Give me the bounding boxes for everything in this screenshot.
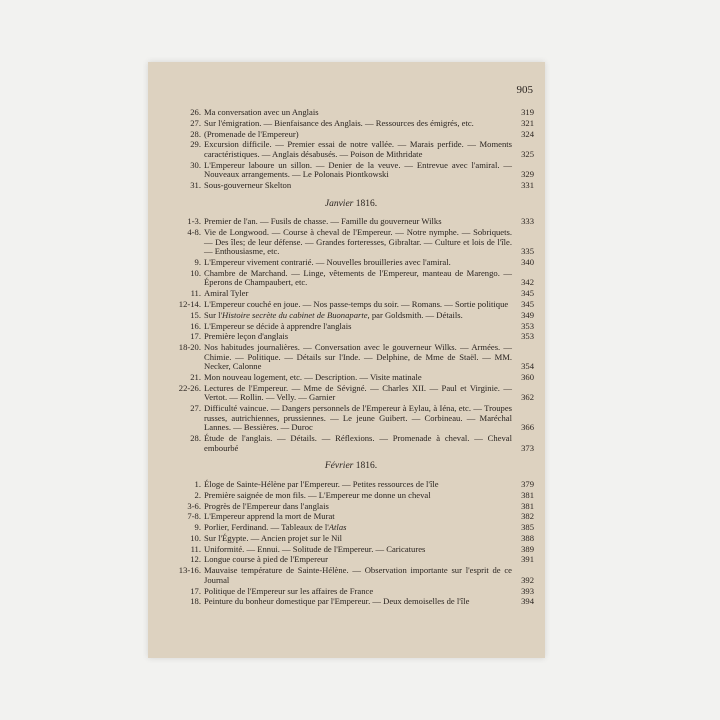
entry-date: 10. [190, 267, 201, 278]
entry-date: 21. [190, 372, 201, 383]
entry-text: Sous-gouverneur Skelton [204, 180, 292, 191]
entry-page: 366 [521, 422, 534, 433]
toc-entry [168, 119, 534, 129]
entry-page: 331 [521, 180, 534, 191]
entry-date: 18. [190, 596, 201, 607]
entry-text-italic: Atlas [328, 522, 347, 533]
toc-entry [168, 332, 534, 342]
entry-text: Difficulté vaincue. — Dangers personnels de l'Empereur à Eylau, à Iéna, etc. — Troupes russes, autrichiennes, prussiennes. — Le jeune Guibert. — Corbineau. — Maréchal Lannes. — Bessières. — Duroc [204, 403, 512, 433]
entry-page: 329 [521, 169, 534, 180]
toc-entry [168, 523, 534, 533]
toc-entry [168, 404, 534, 433]
toc-entry [168, 491, 534, 501]
entry-date: 26. [190, 107, 201, 117]
section-month: Février [324, 461, 354, 472]
entry-page: 345 [521, 298, 534, 309]
entry-page: 385 [521, 522, 534, 533]
entry-text: (Promenade de l'Empereur) [204, 128, 299, 139]
toc-entry [168, 597, 534, 607]
toc-entry [168, 311, 534, 321]
entry-text: Vie de Longwood. — Course à cheval de l'Empereur. — Notre nymphe. — Sobriquets. — Des îles; de leur défense. — Grandes forteresses, Gibraltar. — Culture et lois de l'île. — Enthousiasme, etc. [204, 227, 512, 257]
entry-text: Peinture du bonheur domestique par l'Empereur. — Deux demoiselles de l'île [204, 596, 470, 607]
entry-page: 389 [521, 543, 534, 554]
section-heading [168, 200, 534, 210]
entry-text: Excursion difficile. — Premier essai de notre vallée. — Marais perfide. — Moments caractéristiques. — Anglais désabusés. — Poison de Mithridate [204, 139, 512, 159]
toc-entry [168, 555, 534, 565]
entry-date: 27. [190, 403, 201, 414]
entry-page: 321 [521, 117, 534, 128]
toc-entry [168, 587, 534, 597]
entry-text: Sur l'Égypte. — Ancien projet sur le Nil [204, 532, 343, 543]
entry-text: L'Empereur vivement contrarié. — Nouvelles brouilleries avec l'amiral. [204, 257, 451, 268]
entry-date: 30. [190, 159, 201, 170]
toc-entry [168, 181, 534, 191]
entry-page: 393 [521, 585, 534, 596]
entry-text-post: , par Goldsmith. — Détails. [367, 309, 463, 320]
toc-entry [168, 140, 534, 159]
toc-entry [168, 545, 534, 555]
entry-page: 394 [521, 596, 534, 607]
entry-text-italic: Histoire secrète du cabinet de Buonaparte [222, 309, 368, 320]
entry-page: 391 [521, 554, 534, 565]
entry-date: 10. [190, 532, 201, 543]
entry-page: 345 [521, 288, 534, 299]
entry-page: 379 [521, 478, 534, 489]
entry-text: L'Empereur couché en joue. — Nos passe-temps du soir. — Romans. — Sortie politique [204, 298, 509, 309]
entry-date: 1-3. [187, 216, 201, 227]
toc-entry [168, 322, 534, 332]
entry-date: 3-6. [187, 500, 201, 511]
entry-page: 353 [521, 320, 534, 331]
entry-text: Premier de l'an. — Fusils de chasse. — Famille du gouverneur Wilks [204, 216, 442, 227]
entry-date: 1. [194, 478, 201, 489]
entry-date: 16. [190, 320, 201, 331]
toc-entry [168, 228, 534, 257]
entry-page: 373 [521, 442, 534, 453]
page-number: 905 [516, 84, 533, 96]
section-heading [168, 462, 534, 472]
entry-date: 9. [194, 522, 201, 533]
section-year: 1816. [355, 198, 378, 209]
toc-entry [168, 269, 534, 288]
toc-entry [168, 384, 534, 403]
entry-page: 362 [521, 392, 534, 403]
entry-date: 17. [190, 585, 201, 596]
toc-entry [168, 480, 534, 490]
toc-entry [168, 373, 534, 383]
entry-text: Progrès de l'Empereur dans l'anglais [204, 500, 329, 511]
entry-date: 12-14. [178, 298, 201, 309]
entry-text-pre: Sur l' [204, 309, 223, 320]
entry-text: L'Empereur se décide à apprendre l'anglais [204, 320, 352, 331]
toc-entry [168, 434, 534, 453]
entry-date: 12. [190, 554, 201, 565]
entry-page: 319 [521, 107, 534, 117]
toc-entry [168, 217, 534, 227]
entry-date: 27. [190, 117, 201, 128]
entry-text: Lectures de l'Empereur. — Mme de Sévigné. — Charles XII. — Paul et Virginie. — Vertot. — Rollin. — Velly. — Garnier [204, 382, 512, 403]
entry-text: Éloge de Sainte-Hélène par l'Empereur. — Petites ressources de l'île [204, 478, 439, 489]
entry-page: 388 [521, 532, 534, 543]
entry-text: Mon nouveau logement, etc. — Description. — Visite matinale [204, 372, 422, 383]
table-of-contents [168, 108, 534, 608]
entry-text: Politique de l'Empereur sur les affaires de France [204, 585, 374, 596]
entry-text: Première leçon d'anglais [204, 331, 289, 342]
entry-page: 381 [521, 489, 534, 500]
entry-date: 17. [190, 331, 201, 342]
entry-date: 11. [190, 288, 201, 299]
entry-text: Uniformité. — Ennui. — Solitude de l'Empereur. — Caricatures [204, 543, 426, 554]
entry-page: 392 [521, 574, 534, 585]
entry-text: Étude de l'anglais. — Détails. — Réflexions. — Promenade à cheval. — Cheval embourbé [204, 433, 512, 453]
entry-date: 9. [194, 257, 201, 268]
entry-page: 382 [521, 511, 534, 522]
toc-entry [168, 566, 534, 585]
entry-date: 28. [190, 433, 201, 444]
entry-text: Nos habitudes journalières. — Conversation avec le gouverneur Wilks. — Armées. — Chimie. — Politique. — Détails sur l'Inde. — Delphine, de Mme de Staël. — MM. Necker, Calonne [204, 342, 512, 372]
entry-page: 342 [521, 277, 534, 288]
entry-text: Ma conversation avec un Anglais [204, 107, 319, 117]
entry-page: 360 [521, 372, 534, 383]
entry-page: 340 [521, 257, 534, 268]
entry-page: 324 [521, 128, 534, 139]
entry-date: 28. [190, 128, 201, 139]
entry-text: Mauvaise température de Sainte-Hélène. — Observation importante sur l'esprit de ce Journal [204, 565, 512, 585]
entry-date: 13-16. [178, 565, 201, 576]
entry-page: 354 [521, 361, 534, 372]
section-year: 1816. [355, 461, 378, 472]
entry-text: Amiral Tyler [204, 288, 249, 299]
entry-page: 381 [521, 500, 534, 511]
toc-entry [168, 289, 534, 299]
entry-page: 353 [521, 331, 534, 342]
entry-text [204, 523, 512, 533]
entry-text: Première saignée de mon fils. — L'Empereur me donne un cheval [204, 489, 431, 500]
toc-entry [168, 300, 534, 310]
entry-page: 333 [521, 216, 534, 227]
entry-date: 2. [194, 489, 201, 500]
entry-text-pre: Porlier, Ferdinand. — Tableaux de l' [204, 522, 329, 533]
entry-date: 22-26. [178, 382, 201, 393]
entry-text: Chambre de Marchand. — Linge, vêtements de l'Empereur, manteau de Marengo. — Éperons de Champaubert, etc. [204, 267, 512, 288]
toc-entry [168, 502, 534, 512]
entry-date: 29. [190, 139, 201, 150]
toc-entry [168, 512, 534, 522]
book-page [148, 62, 545, 658]
section-month: Janvier [324, 198, 354, 209]
toc-entry [168, 258, 534, 268]
entry-text [204, 311, 512, 321]
entry-page: 335 [521, 246, 534, 257]
entry-text: L'Empereur apprend la mort de Murat [204, 511, 335, 522]
entry-text: Sur l'émigration. — Bienfaisance des Anglais. — Ressources des émigrés, etc. [204, 117, 474, 128]
toc-entry [168, 108, 534, 118]
toc-entry [168, 534, 534, 544]
entry-date: 4-8. [187, 227, 201, 238]
entry-date: 7-8. [187, 511, 201, 522]
entry-date: 15. [190, 309, 201, 320]
entry-text: L'Empereur laboure un sillon. — Denier de la veuve. — Entrevue avec l'amiral. — Nouveaux arrangements. — Le Polonais Piontkowski [204, 159, 512, 180]
toc-entry [168, 161, 534, 180]
entry-page: 325 [521, 148, 534, 159]
entry-page: 349 [521, 309, 534, 320]
entry-date: 18-20. [178, 342, 201, 353]
entry-text: Longue course à pied de l'Empereur [204, 554, 328, 565]
toc-entry [168, 343, 534, 372]
entry-date: 11. [190, 543, 201, 554]
toc-entry [168, 130, 534, 140]
entry-date: 31. [190, 180, 201, 191]
